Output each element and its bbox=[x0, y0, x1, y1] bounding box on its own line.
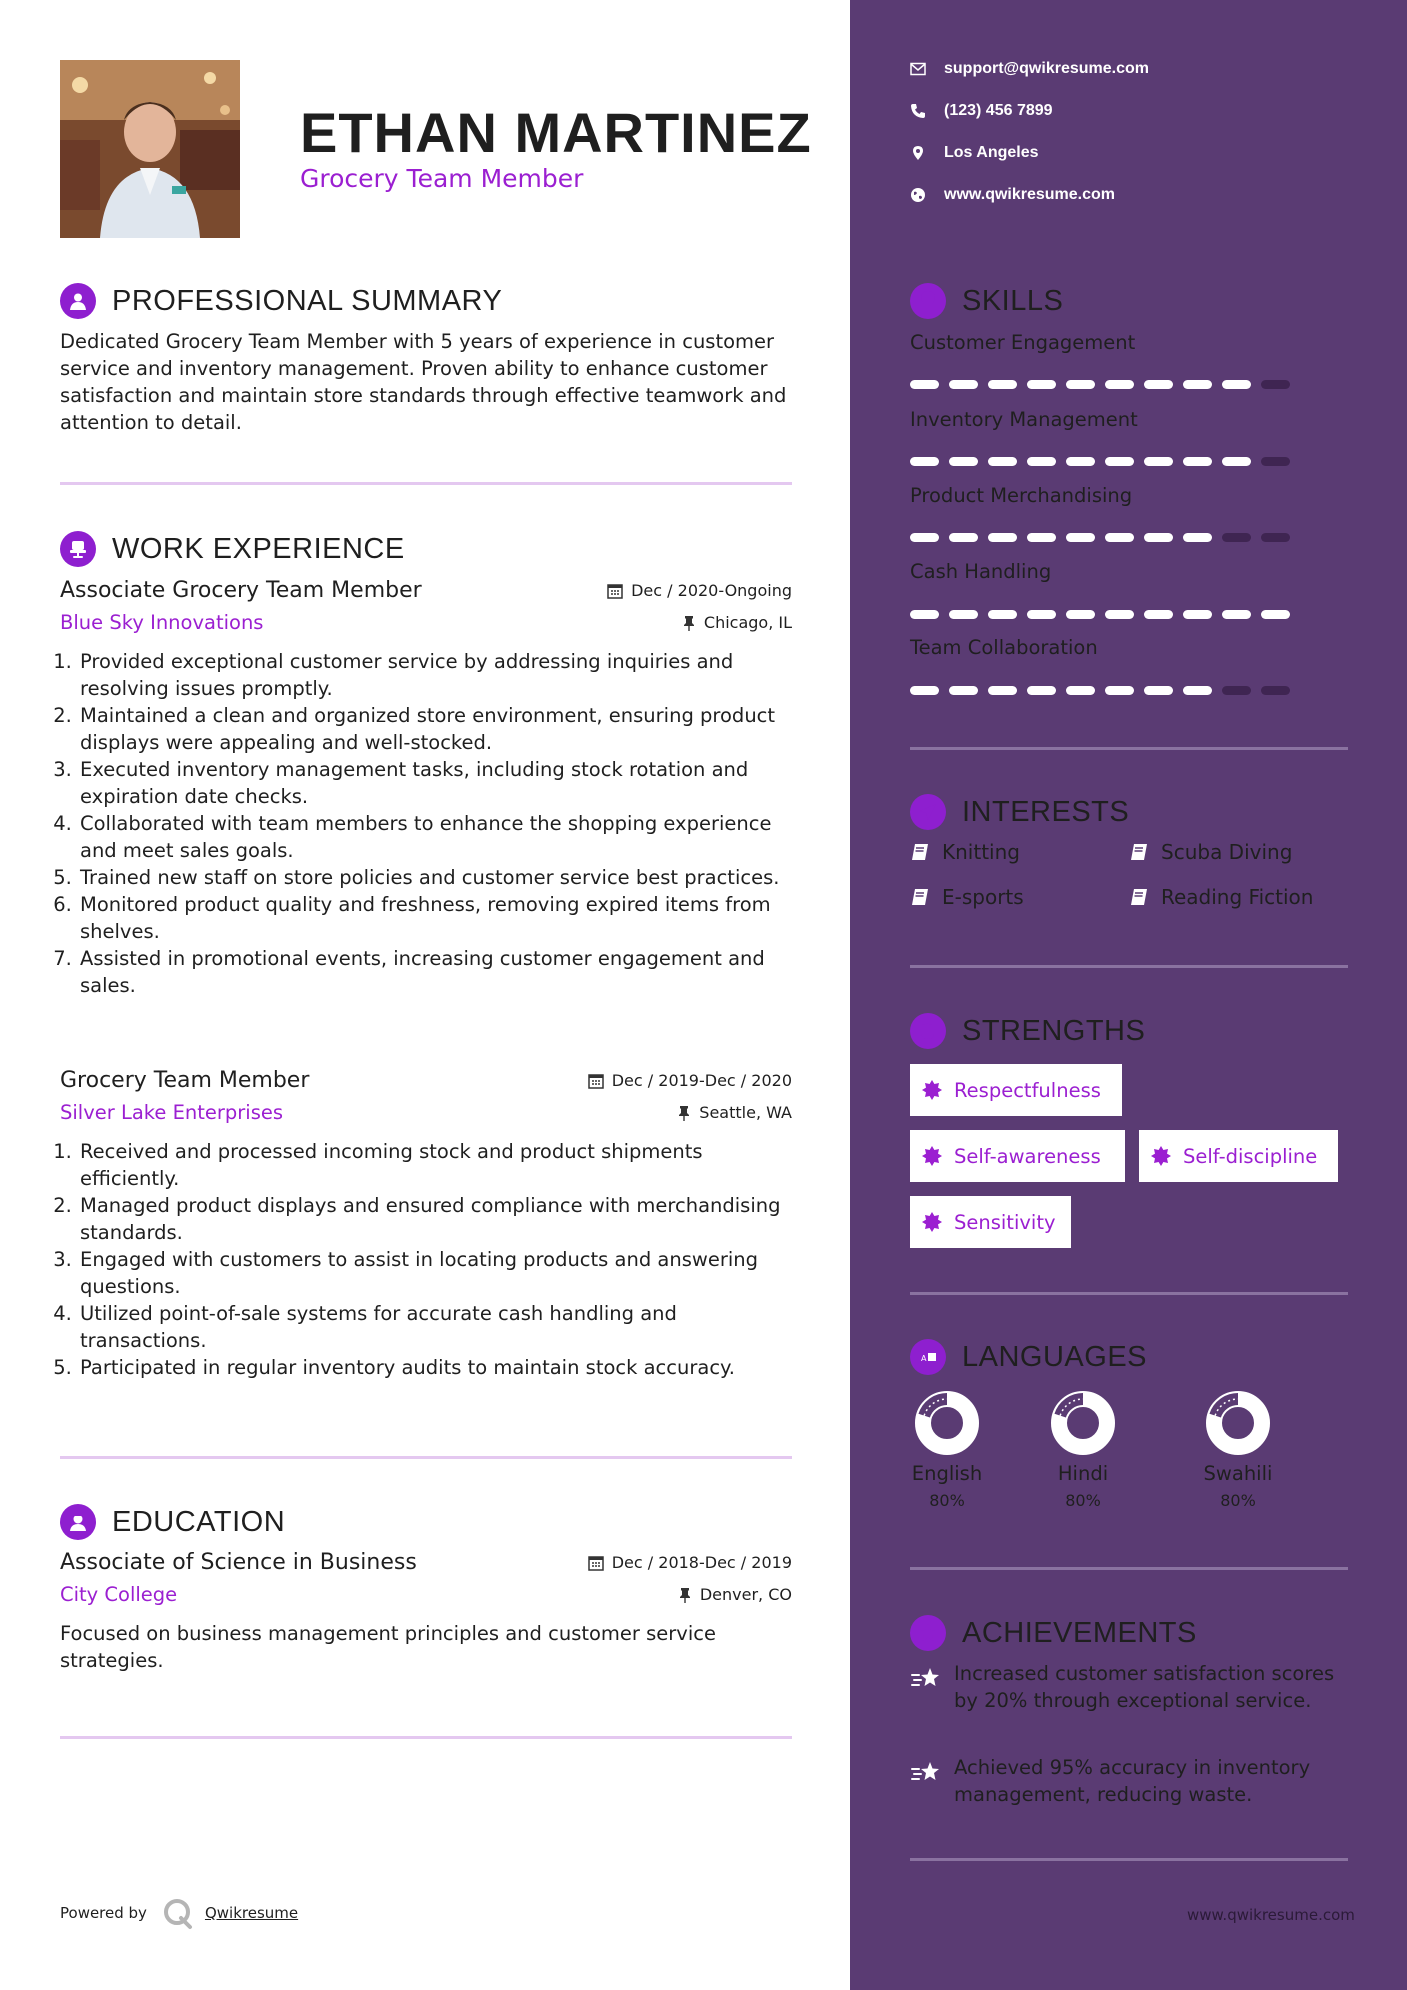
shooting-star-icon bbox=[910, 1666, 942, 1692]
list-item: 1. Provided exceptional customer service by addressing inquiries and resolving issues promptly. bbox=[78, 648, 792, 702]
strength-label: Sensitivity bbox=[954, 1210, 1056, 1234]
envelope-icon bbox=[910, 62, 926, 76]
website-text: www.qwikresume.com bbox=[944, 186, 1116, 203]
education-heading bbox=[60, 1504, 285, 1540]
skill-name: Cash Handling bbox=[910, 560, 1052, 583]
skills-title: SKILLS bbox=[962, 284, 1064, 317]
divider bbox=[910, 1858, 1348, 1861]
globe-icon bbox=[910, 187, 926, 203]
skill-bar bbox=[910, 610, 1290, 619]
divider bbox=[910, 1292, 1348, 1295]
donut-hole bbox=[1069, 1409, 1097, 1437]
skill-segment bbox=[1105, 457, 1134, 466]
skill-bar bbox=[910, 686, 1290, 695]
contact-website[interactable] bbox=[910, 186, 1115, 204]
interests-title: INTERESTS bbox=[962, 795, 1130, 828]
badge-icon bbox=[922, 1212, 942, 1232]
skill-name: Inventory Management bbox=[910, 408, 1138, 431]
contact-email[interactable] bbox=[910, 60, 1149, 78]
contact-location bbox=[910, 144, 1039, 162]
skill-segment bbox=[1222, 533, 1251, 542]
achievement-text: Achieved 95% accuracy in inventory management, reducing waste. bbox=[954, 1756, 1311, 1806]
skill-segment bbox=[1027, 686, 1056, 695]
job-dates-text: Dec / 2020-Ongoing bbox=[631, 581, 792, 600]
skill-segment bbox=[988, 380, 1017, 389]
interest-label: Scuba Diving bbox=[1161, 840, 1293, 864]
skill-segment bbox=[1027, 610, 1056, 619]
skill-segment bbox=[949, 686, 978, 695]
job-location-text: Seattle, WA bbox=[699, 1103, 792, 1122]
list-item: 5. Trained new staff on store policies and customer service best practices. bbox=[78, 864, 792, 891]
donut-hole bbox=[933, 1409, 961, 1437]
interest-label: Reading Fiction bbox=[1161, 885, 1314, 909]
briefcase-chair-icon bbox=[60, 531, 96, 567]
fist-icon bbox=[910, 1013, 946, 1049]
achievement-item bbox=[910, 1660, 1340, 1714]
list-item: 4. Collaborated with team members to enhance the shopping experience and meet sales goals. bbox=[78, 810, 792, 864]
calendar-icon bbox=[607, 583, 623, 599]
interest-label: Knitting bbox=[942, 840, 1020, 864]
phone-text: (123) 456 7899 bbox=[944, 102, 1053, 119]
skill-segment bbox=[1222, 457, 1251, 466]
divider bbox=[910, 747, 1348, 750]
calendar-icon bbox=[588, 1073, 604, 1089]
job-role: Grocery Team Member bbox=[60, 1068, 310, 1093]
calendar-icon bbox=[588, 1555, 604, 1571]
list-item: 2. Managed product displays and ensured compliance with merchandising standards. bbox=[78, 1192, 792, 1246]
achievement-text: Increased customer satisfaction scores by 20% through exceptional service. bbox=[954, 1662, 1335, 1712]
list-item: 2. Maintained a clean and organized store environment, ensuring product displays were appealing and well-stocked. bbox=[78, 702, 792, 756]
language-donut bbox=[1205, 1390, 1271, 1456]
education-location-text: Denver, CO bbox=[699, 1585, 792, 1604]
footer-website[interactable]: www.qwikresume.com bbox=[1187, 1906, 1355, 1924]
book-icon bbox=[910, 842, 930, 862]
skill-segment bbox=[1105, 686, 1134, 695]
skill-segment bbox=[1261, 533, 1290, 542]
skill-segment bbox=[1222, 380, 1251, 389]
book-icon bbox=[1129, 842, 1149, 862]
achievements-heading bbox=[910, 1615, 1197, 1651]
skill-segment bbox=[1183, 457, 1212, 466]
skill-segment bbox=[1144, 610, 1173, 619]
badge-icon bbox=[922, 1080, 942, 1100]
list-item: 7. Assisted in promotional events, increasing customer engagement and sales. bbox=[78, 945, 792, 999]
job-entry bbox=[60, 1068, 792, 1381]
skill-segment bbox=[988, 533, 1017, 542]
skill-segment bbox=[1144, 380, 1173, 389]
language-donut bbox=[914, 1390, 980, 1456]
divider bbox=[60, 1456, 792, 1459]
school: City College bbox=[60, 1583, 178, 1606]
job-bullets bbox=[60, 648, 792, 999]
skill-segment bbox=[1066, 610, 1095, 619]
skill-segment bbox=[1066, 533, 1095, 542]
skill-segment bbox=[910, 457, 939, 466]
skill-segment bbox=[1222, 686, 1251, 695]
donut-hole bbox=[1224, 1409, 1252, 1437]
strength-label: Self-discipline bbox=[1183, 1144, 1318, 1168]
strength-chip bbox=[1139, 1130, 1338, 1182]
pin-icon bbox=[677, 1105, 691, 1121]
skill-segment bbox=[988, 457, 1017, 466]
education-dates bbox=[588, 1553, 792, 1572]
star-icon bbox=[910, 1615, 946, 1651]
education-entry bbox=[60, 1550, 792, 1674]
skill-segment bbox=[949, 457, 978, 466]
skill-segment bbox=[1261, 686, 1290, 695]
language-percent: 80% bbox=[929, 1491, 965, 1510]
skill-segment bbox=[1066, 457, 1095, 466]
skill-segment bbox=[1144, 686, 1173, 695]
divider bbox=[910, 965, 1348, 968]
summary-text: Dedicated Grocery Team Member with 5 years of experience in customer service and inventory management. Proven ability to enhance customer satisfaction and maintain store standards through effective teamwork and attention to detail. bbox=[60, 330, 787, 434]
language-donut bbox=[1050, 1390, 1116, 1456]
list-item: 3. Engaged with customers to assist in locating products and answering questions. bbox=[78, 1246, 792, 1300]
skill-segment bbox=[1183, 686, 1212, 695]
job-company: Silver Lake Enterprises bbox=[60, 1101, 284, 1124]
job-location bbox=[682, 613, 792, 632]
strength-label: Respectfulness bbox=[954, 1078, 1101, 1102]
language-name: Swahili bbox=[1203, 1462, 1273, 1485]
strength-chip bbox=[910, 1130, 1125, 1182]
skill-bar bbox=[910, 380, 1290, 389]
language-percent: 80% bbox=[1065, 1491, 1101, 1510]
skill-segment bbox=[1183, 380, 1212, 389]
graduate-icon bbox=[60, 1504, 96, 1540]
strengths-heading bbox=[910, 1013, 1145, 1049]
education-description: Focused on business management principles and customer service strategies. bbox=[60, 1622, 716, 1672]
languages-title: LANGUAGES bbox=[962, 1340, 1147, 1373]
summary-heading bbox=[60, 283, 502, 319]
profile-photo bbox=[60, 60, 240, 238]
user-icon bbox=[60, 283, 96, 319]
list-item: 4. Utilized point-of-sale systems for accurate cash handling and transactions. bbox=[78, 1300, 792, 1354]
lightbulb-icon bbox=[910, 283, 946, 319]
divider bbox=[60, 1736, 792, 1739]
achievements-title: ACHIEVEMENTS bbox=[962, 1616, 1197, 1649]
skill-segment bbox=[949, 380, 978, 389]
interests-heading bbox=[910, 794, 1129, 830]
language-item bbox=[1028, 1390, 1138, 1510]
book-icon bbox=[1129, 887, 1149, 907]
achievement-item bbox=[910, 1754, 1340, 1808]
job-bullets bbox=[60, 1138, 792, 1381]
interest-item bbox=[1129, 885, 1313, 909]
language-name: English bbox=[911, 1462, 983, 1485]
skill-name: Team Collaboration bbox=[910, 636, 1098, 659]
skill-segment bbox=[910, 533, 939, 542]
skill-segment bbox=[988, 610, 1017, 619]
job-entry bbox=[60, 578, 792, 999]
skill-segment bbox=[1027, 533, 1056, 542]
job-dates bbox=[588, 1071, 792, 1090]
map-marker-icon bbox=[910, 145, 926, 161]
language-name: Hindi bbox=[1057, 1462, 1109, 1485]
location-text: Los Angeles bbox=[944, 144, 1039, 161]
pin-icon bbox=[678, 1587, 692, 1603]
svg-text:A: A bbox=[921, 1354, 927, 1363]
strength-chip bbox=[910, 1064, 1122, 1116]
languages-heading bbox=[910, 1339, 1147, 1375]
experience-title: WORK EXPERIENCE bbox=[112, 532, 405, 565]
pin-icon bbox=[682, 615, 696, 631]
skill-segment bbox=[949, 533, 978, 542]
skill-segment bbox=[1027, 380, 1056, 389]
email-text: support@qwikresume.com bbox=[944, 60, 1149, 77]
qwikresume-link[interactable]: Qwikresume bbox=[204, 1904, 299, 1922]
degree: Associate of Science in Business bbox=[60, 1550, 417, 1575]
strengths-title: STRENGTHS bbox=[962, 1014, 1146, 1047]
language-item bbox=[1183, 1390, 1293, 1510]
skill-segment bbox=[1105, 380, 1134, 389]
skill-segment bbox=[1183, 533, 1212, 542]
skill-bar bbox=[910, 533, 1290, 542]
summary-title: PROFESSIONAL SUMMARY bbox=[112, 284, 503, 317]
skill-segment bbox=[1183, 610, 1212, 619]
strength-label: Self-awareness bbox=[954, 1144, 1101, 1168]
list-item: 6. Monitored product quality and freshness, removing expired items from shelves. bbox=[78, 891, 792, 945]
experience-heading bbox=[60, 531, 405, 567]
education-dates-text: Dec / 2018-Dec / 2019 bbox=[611, 1553, 792, 1572]
badge-icon bbox=[922, 1146, 942, 1166]
book-icon bbox=[910, 887, 930, 907]
skill-segment bbox=[1105, 533, 1134, 542]
skill-segment bbox=[1066, 686, 1095, 695]
qwikresume-logo-icon bbox=[161, 1896, 195, 1930]
strength-chip bbox=[910, 1196, 1071, 1248]
language-item bbox=[892, 1390, 1002, 1510]
paper-plane-icon bbox=[910, 794, 946, 830]
language-percent: 80% bbox=[1220, 1491, 1256, 1510]
education-location bbox=[678, 1585, 792, 1604]
skill-segment bbox=[1144, 457, 1173, 466]
job-company: Blue Sky Innovations bbox=[60, 611, 264, 634]
job-dates-text: Dec / 2019-Dec / 2020 bbox=[611, 1071, 792, 1090]
job-location-text: Chicago, IL bbox=[703, 613, 792, 632]
candidate-title: Grocery Team Member bbox=[300, 164, 584, 193]
job-location bbox=[677, 1103, 792, 1122]
divider bbox=[60, 482, 792, 485]
candidate-name: ETHAN MARTINEZ bbox=[300, 101, 812, 164]
skill-segment bbox=[988, 686, 1017, 695]
job-dates bbox=[607, 581, 792, 600]
interest-item bbox=[910, 840, 1020, 864]
interest-item bbox=[1129, 840, 1292, 864]
job-role: Associate Grocery Team Member bbox=[60, 578, 422, 603]
skill-segment bbox=[1261, 380, 1290, 389]
list-item: 1. Received and processed incoming stock and product shipments efficiently. bbox=[78, 1138, 792, 1192]
skills-heading bbox=[910, 283, 1063, 319]
skill-segment bbox=[1261, 610, 1290, 619]
skill-segment bbox=[1261, 457, 1290, 466]
skill-segment bbox=[1027, 457, 1056, 466]
contact-phone[interactable] bbox=[910, 102, 1053, 120]
skill-segment bbox=[1105, 610, 1134, 619]
list-item: 3. Executed inventory management tasks, including stock rotation and expiration date checks. bbox=[78, 756, 792, 810]
skill-segment bbox=[910, 610, 939, 619]
interest-item bbox=[910, 885, 1024, 909]
interest-label: E-sports bbox=[942, 885, 1024, 909]
translate-icon bbox=[910, 1339, 946, 1375]
skill-name: Customer Engagement bbox=[910, 331, 1136, 354]
list-item: 5. Participated in regular inventory audits to maintain stock accuracy. bbox=[78, 1354, 792, 1381]
skill-segment bbox=[1222, 610, 1251, 619]
skill-segment bbox=[949, 610, 978, 619]
divider bbox=[910, 1567, 1348, 1570]
shooting-star-icon bbox=[910, 1760, 942, 1786]
phone-icon bbox=[910, 103, 926, 119]
education-title: EDUCATION bbox=[112, 1505, 286, 1538]
footer-branding bbox=[60, 1896, 298, 1930]
powered-by-label: Powered by bbox=[60, 1904, 147, 1922]
skill-name: Product Merchandising bbox=[910, 484, 1133, 507]
skill-segment bbox=[910, 380, 939, 389]
badge-icon bbox=[1151, 1146, 1171, 1166]
skill-segment bbox=[1066, 380, 1095, 389]
skill-bar bbox=[910, 457, 1290, 466]
skill-segment bbox=[1144, 533, 1173, 542]
skill-segment bbox=[910, 686, 939, 695]
